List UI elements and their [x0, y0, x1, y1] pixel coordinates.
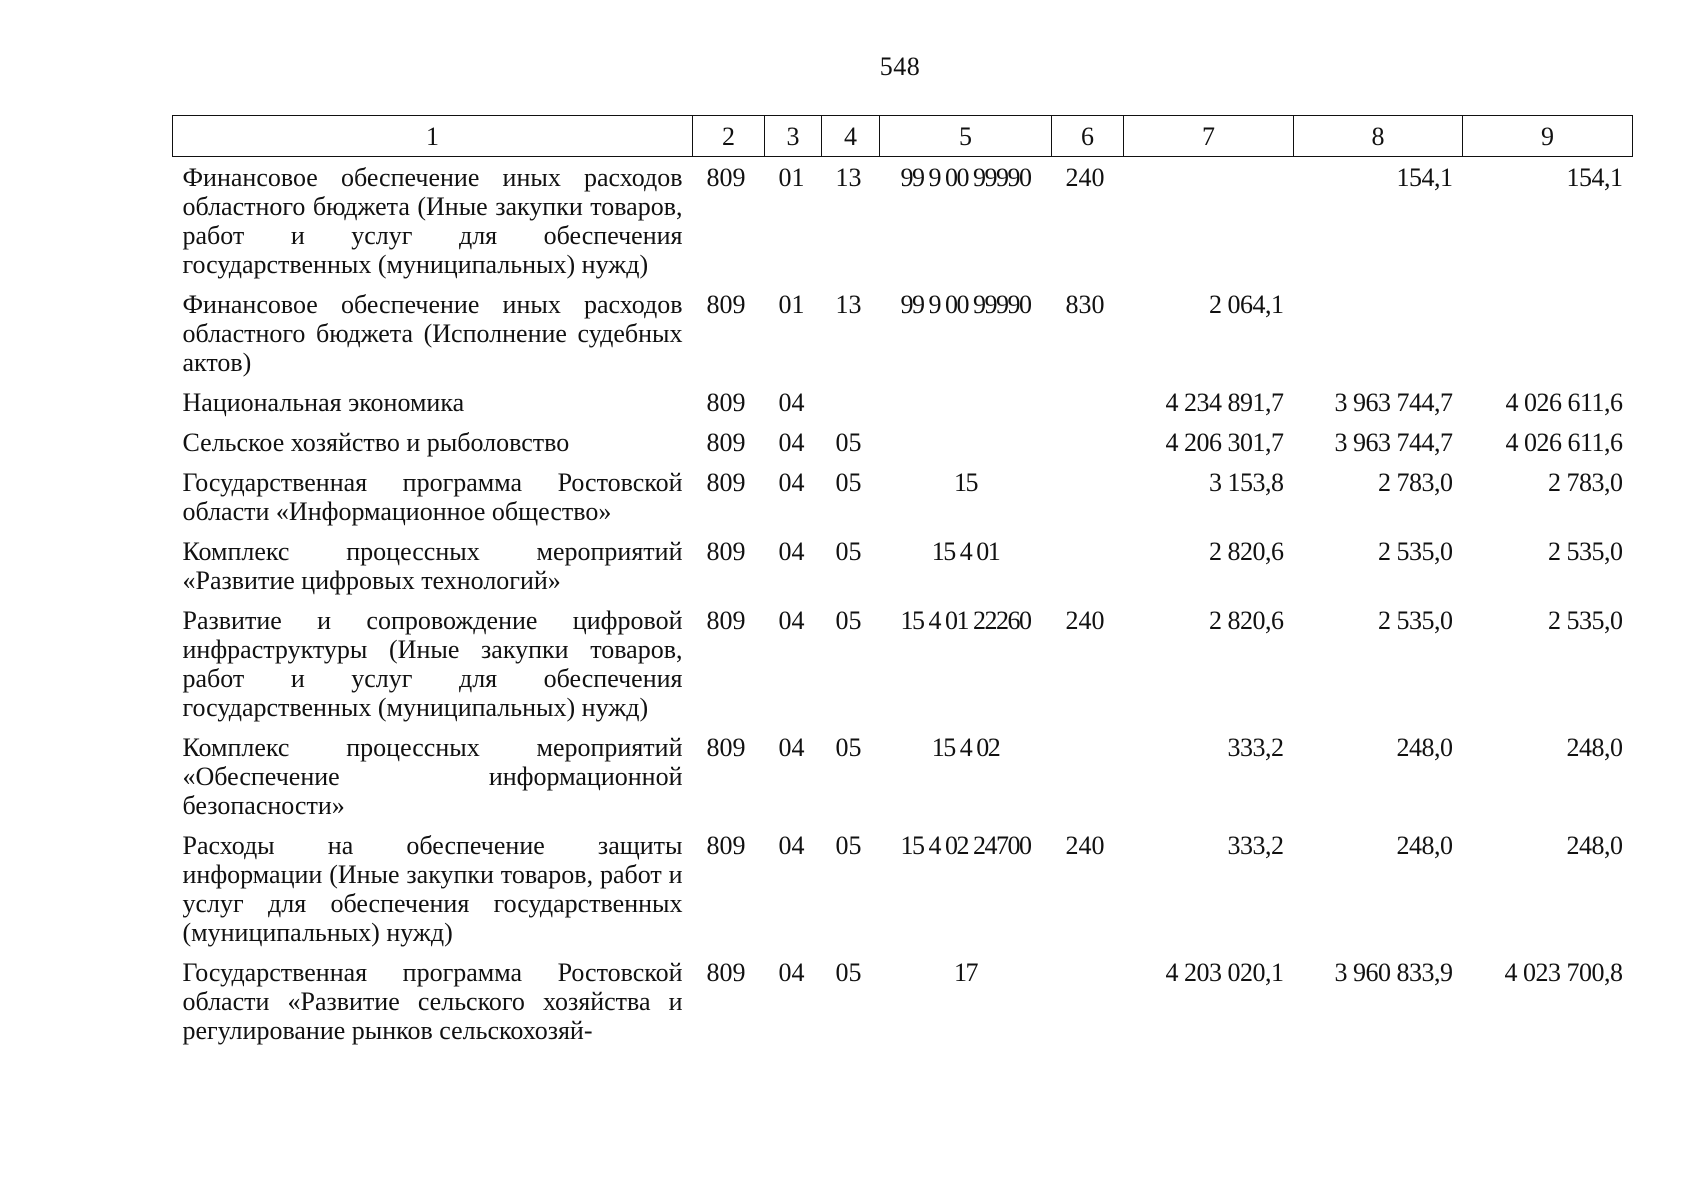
amount-col-8: 3 963 744,7	[1334, 388, 1453, 417]
table-row	[173, 825, 1633, 952]
amount-col-8: 248,0	[1396, 831, 1453, 860]
amount-col-7: 3 153,8	[1209, 468, 1284, 497]
table-row	[173, 727, 1633, 825]
expense-type-code: 240	[1065, 163, 1105, 192]
amount-col-7: 333,2	[1227, 733, 1284, 762]
section-code: 04	[778, 537, 805, 566]
row-description: Развитие и сопровождение цифровой инфраструктуры (Иные закупки товаров, работ и услуг для обеспечения государственных (муниципальных) нужд)	[182, 606, 683, 722]
subsection-code: 05	[835, 428, 862, 457]
expense-type-code: 830	[1065, 290, 1105, 319]
target-article-code	[880, 382, 1052, 422]
amount-col-8: 154,1	[1396, 163, 1453, 192]
amount-col-8: 248,0	[1396, 733, 1453, 762]
ministry-code: 809	[706, 733, 746, 762]
ministry-code: 809	[706, 290, 746, 319]
amount-col-8: 3 960 833,9	[1334, 958, 1453, 987]
target-article-code: 15 4 02	[931, 733, 1000, 762]
amount-col-9: 2 535,0	[1548, 537, 1623, 566]
ministry-code: 809	[706, 163, 746, 192]
subsection-code: 13	[835, 163, 862, 192]
expense-type-code: 240	[1065, 831, 1105, 860]
row-description: Государственная программа Ростовской области «Информационное общество»	[182, 468, 683, 526]
target-article-code: 15	[954, 468, 977, 497]
target-article-code: 15 4 01	[931, 537, 1000, 566]
table-row	[173, 952, 1633, 1050]
amount-col-8: 2 535,0	[1378, 606, 1453, 635]
column-header: 4	[822, 116, 880, 157]
section-code: 04	[778, 468, 805, 497]
subsection-code: 05	[835, 958, 862, 987]
expense-type-code: 240	[1065, 606, 1105, 635]
amount-col-9: 2 535,0	[1548, 606, 1623, 635]
expense-type-code	[1052, 727, 1124, 825]
row-description: Национальная экономика	[182, 388, 465, 417]
amount-col-9: 4 026 611,6	[1505, 428, 1623, 457]
table-header-row	[173, 116, 1633, 157]
table-row	[173, 462, 1633, 531]
subsection-code: 05	[835, 468, 862, 497]
table-row	[173, 422, 1633, 462]
row-description: Сельское хозяйство и рыболовство	[182, 428, 570, 457]
row-description: Расходы на обеспечение защиты информации (Иные закупки товаров, работ и услуг для обеспечения государственных (муниципальных) нужд)	[182, 831, 683, 947]
amount-col-8	[1294, 284, 1463, 382]
expense-type-code	[1052, 531, 1124, 600]
amount-col-9: 248,0	[1566, 831, 1623, 860]
amount-col-8: 2 535,0	[1378, 537, 1453, 566]
row-description: Финансовое обеспечение иных расходов областного бюджета (Иные закупки товаров, работ и услуг для обеспечения государственных (муниципальных) нужд)	[182, 163, 683, 279]
subsection-code: 05	[835, 537, 862, 566]
target-article-code: 99 9 00 99990	[900, 290, 1031, 319]
section-code: 01	[778, 290, 805, 319]
page-number: 548	[879, 52, 921, 81]
row-description: Комплекс процессных мероприятий «Развитие цифровых технологий»	[182, 537, 683, 595]
column-header: 1	[173, 116, 693, 157]
subsection-code: 05	[835, 733, 862, 762]
ministry-code: 809	[706, 958, 746, 987]
subsection-code: 13	[835, 290, 862, 319]
amount-col-7: 333,2	[1227, 831, 1284, 860]
amount-col-7: 2 064,1	[1209, 290, 1284, 319]
expense-type-code	[1052, 422, 1124, 462]
table-row	[173, 382, 1633, 422]
amount-col-8: 2 783,0	[1378, 468, 1453, 497]
expense-type-code	[1052, 462, 1124, 531]
amount-col-7: 4 206 301,7	[1165, 428, 1284, 457]
target-article-code: 15 4 01 22260	[900, 606, 1031, 635]
target-article-code: 15 4 02 24700	[900, 831, 1031, 860]
ministry-code: 809	[706, 606, 746, 635]
budget-table	[172, 115, 1633, 1050]
ministry-code: 809	[706, 831, 746, 860]
subsection-code: 05	[835, 831, 862, 860]
section-code: 04	[778, 428, 805, 457]
section-code: 04	[778, 831, 805, 860]
amount-col-9: 4 026 611,6	[1505, 388, 1623, 417]
table-row	[173, 157, 1633, 285]
amount-col-9	[1463, 284, 1633, 382]
expense-type-code	[1052, 952, 1124, 1050]
amount-col-7: 2 820,6	[1209, 606, 1284, 635]
column-header: 8	[1294, 116, 1463, 157]
section-code: 04	[778, 958, 805, 987]
table-row	[173, 531, 1633, 600]
amount-col-9: 154,1	[1566, 163, 1623, 192]
table-row	[173, 284, 1633, 382]
section-code: 04	[778, 606, 805, 635]
section-code: 04	[778, 733, 805, 762]
ministry-code: 809	[706, 537, 746, 566]
column-header: 6	[1052, 116, 1124, 157]
column-header: 3	[765, 116, 822, 157]
amount-col-7	[1124, 157, 1294, 285]
target-article-code	[880, 422, 1052, 462]
section-code: 04	[778, 388, 805, 417]
ministry-code: 809	[706, 468, 746, 497]
target-article-code: 17	[954, 958, 977, 987]
section-code: 01	[778, 163, 805, 192]
row-description: Комплекс процессных мероприятий «Обеспечение информационной безопасности»	[182, 733, 683, 820]
amount-col-7: 4 234 891,7	[1165, 388, 1284, 417]
amount-col-9: 2 783,0	[1548, 468, 1623, 497]
column-header: 5	[880, 116, 1052, 157]
amount-col-7: 4 203 020,1	[1165, 958, 1284, 987]
amount-col-9: 248,0	[1566, 733, 1623, 762]
amount-col-8: 3 963 744,7	[1334, 428, 1453, 457]
column-header: 9	[1463, 116, 1633, 157]
target-article-code: 99 9 00 99990	[900, 163, 1031, 192]
table-row	[173, 600, 1633, 727]
column-header: 2	[693, 116, 765, 157]
row-description: Государственная программа Ростовской области «Развитие сельского хозяйства и регулирование рынков сельскохозяй-	[182, 958, 683, 1045]
subsection-code: 05	[835, 606, 862, 635]
ministry-code: 809	[706, 388, 746, 417]
subsection-code	[822, 382, 880, 422]
row-description: Финансовое обеспечение иных расходов областного бюджета (Исполнение судебных актов)	[182, 290, 683, 377]
amount-col-7: 2 820,6	[1209, 537, 1284, 566]
ministry-code: 809	[706, 428, 746, 457]
expense-type-code	[1052, 382, 1124, 422]
column-header: 7	[1124, 116, 1294, 157]
amount-col-9: 4 023 700,8	[1504, 958, 1623, 987]
